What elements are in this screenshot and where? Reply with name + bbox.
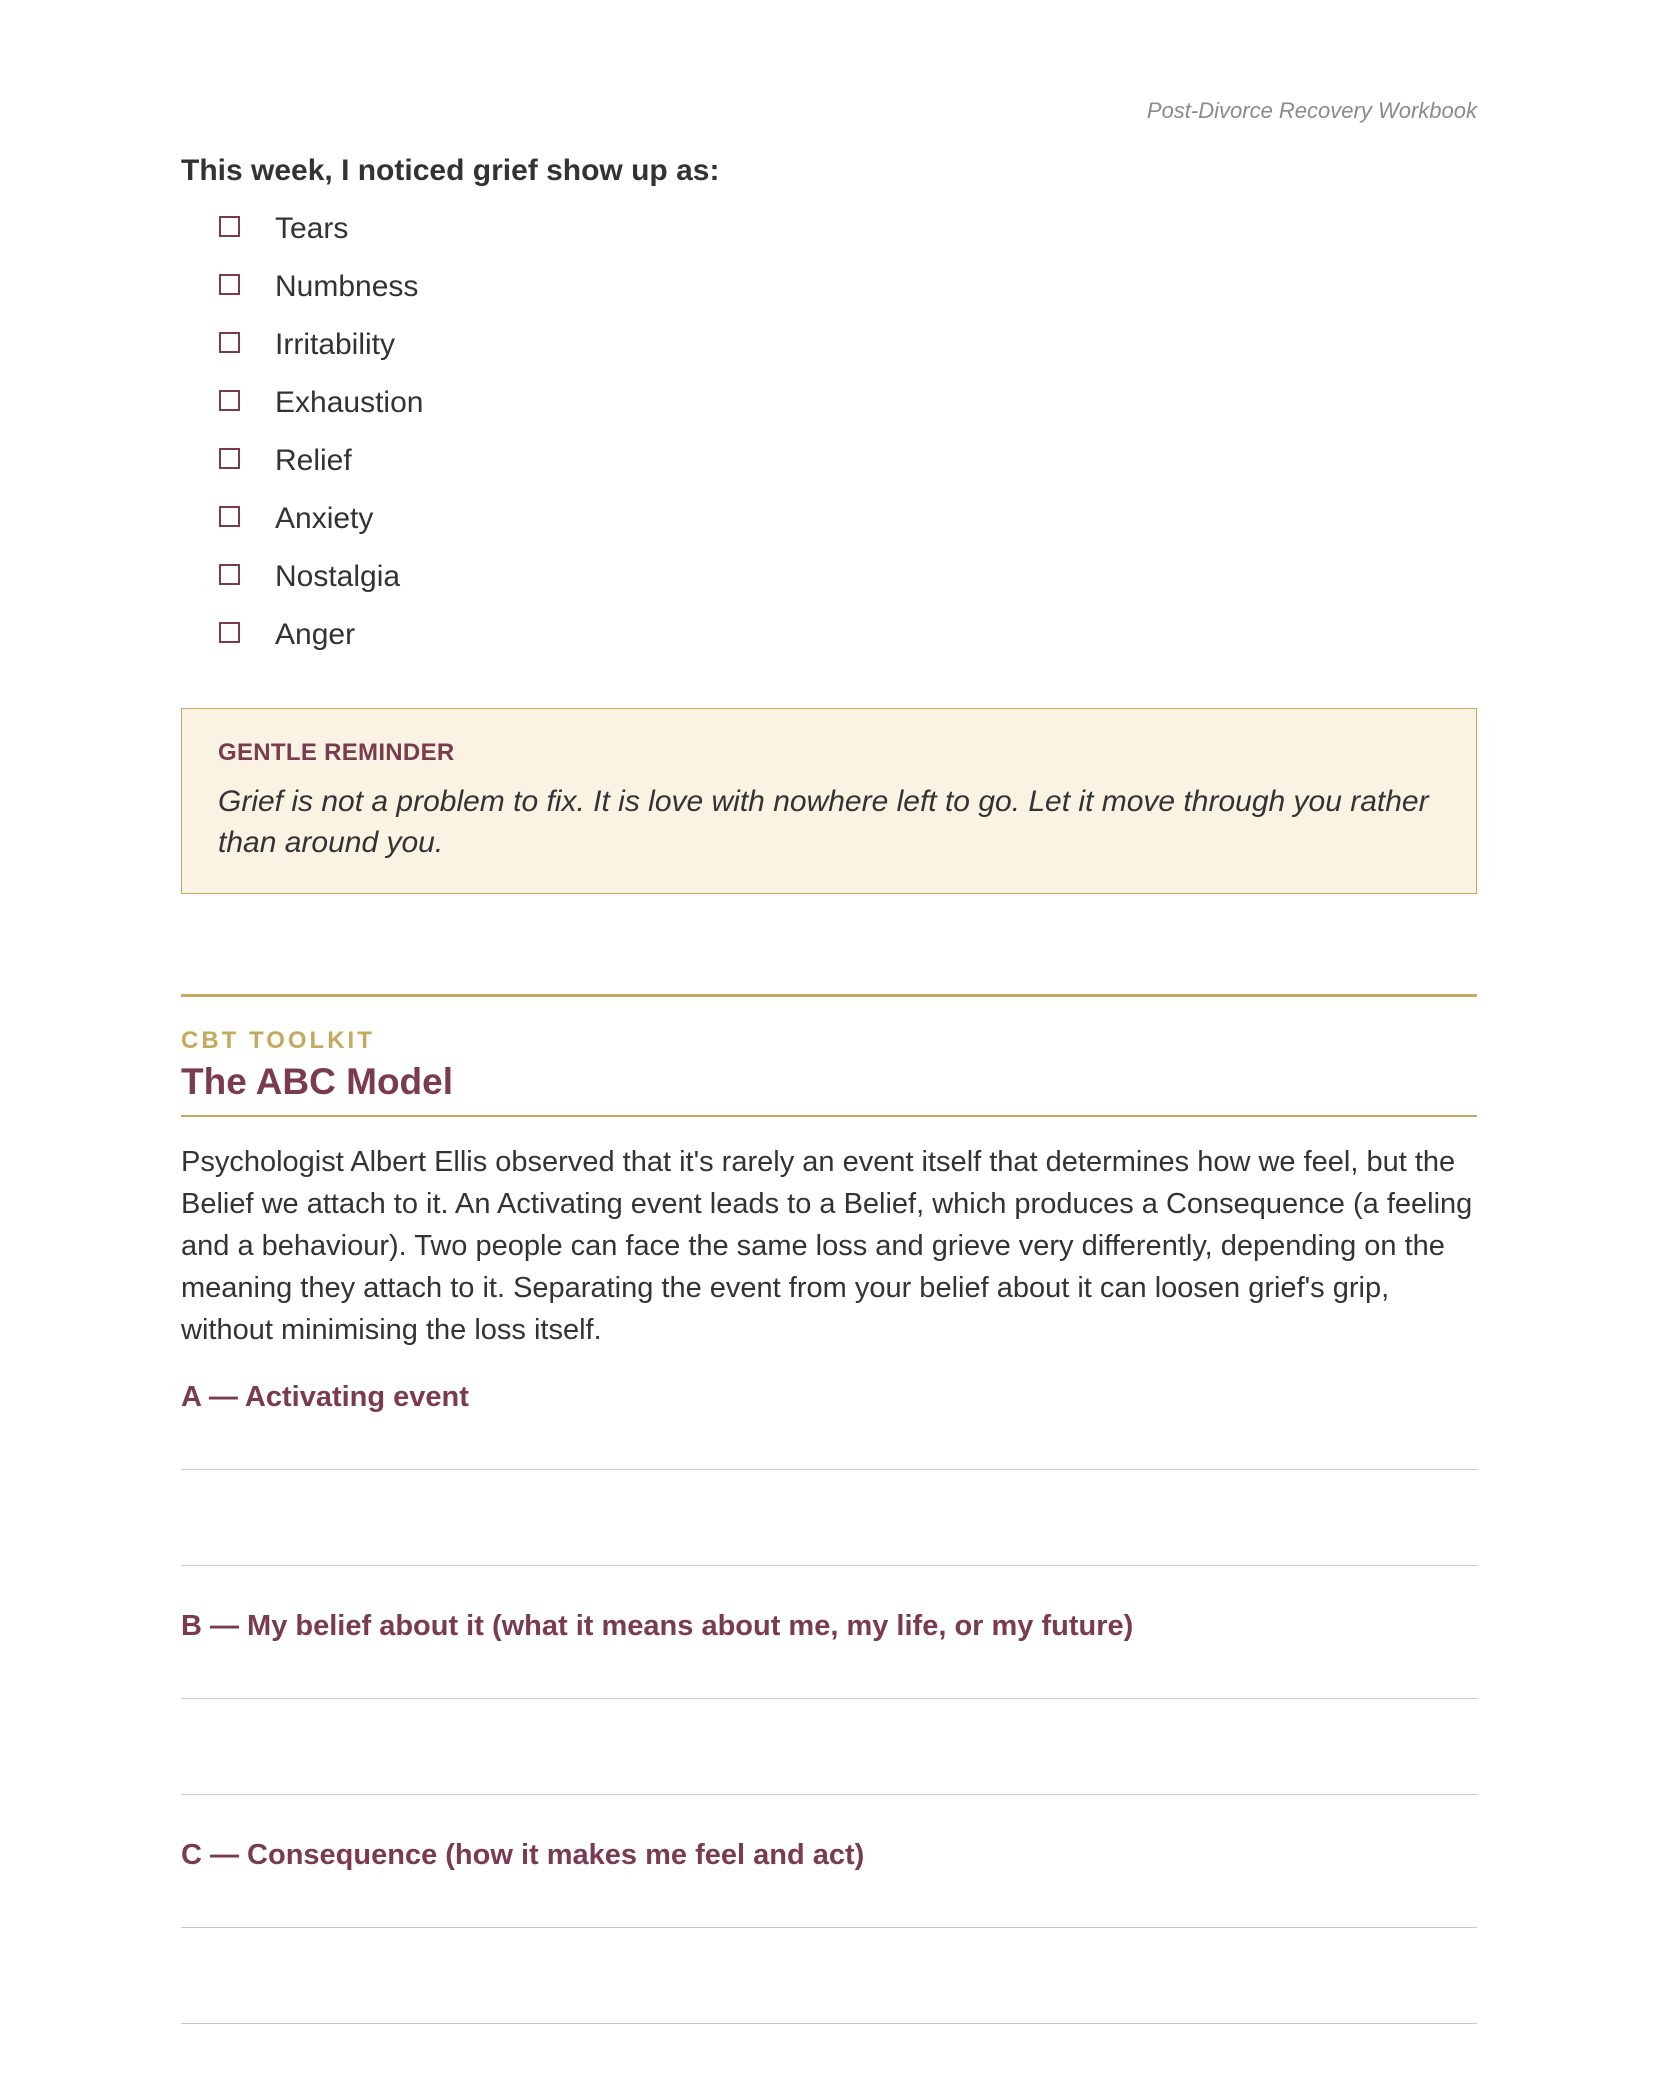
checklist-item-label: Exhaustion bbox=[275, 386, 424, 419]
section-body-text: Psychologist Albert Ellis observed that it's rarely an event itself that determines how we feel, but the Belief we attach to it. An Activating event leads to a Belief, which produces a Consequence (a feeling and a behaviour). Two people can face the same loss and grieve very differently, depending on the meaning they attach to it. Separating the event from your belief about it can loosen grief's grip, without minimising the loss itself. bbox=[181, 1146, 1473, 1346]
reminder-text: Grief is not a problem to fix. It is love with nowhere left to go. Let it move through you rather than around you. bbox=[218, 785, 1429, 859]
checklist-item[interactable] bbox=[181, 490, 1477, 548]
checklist-item-label: Anxiety bbox=[275, 502, 374, 535]
checklist-item-label: Relief bbox=[275, 444, 352, 477]
checklist-title: This week, I noticed grief show up as: bbox=[181, 154, 720, 187]
checklist-item[interactable] bbox=[181, 200, 1477, 258]
section-kicker: CBT TOOLKIT bbox=[181, 1027, 375, 1054]
running-header: Post-Divorce Recovery Workbook bbox=[1146, 98, 1477, 123]
writing-line[interactable] bbox=[181, 1794, 1477, 1795]
checklist-item-label: Nostalgia bbox=[275, 560, 401, 593]
empty-checkbox-icon[interactable] bbox=[219, 216, 240, 237]
gentle-reminder-box bbox=[181, 708, 1477, 894]
empty-checkbox-icon[interactable] bbox=[219, 622, 240, 643]
empty-checkbox-icon[interactable] bbox=[219, 448, 240, 469]
page-content bbox=[181, 150, 1477, 2024]
grief-checklist bbox=[181, 200, 1477, 664]
empty-checkbox-icon[interactable] bbox=[219, 564, 240, 585]
empty-checkbox-icon[interactable] bbox=[219, 506, 240, 527]
empty-checkbox-icon[interactable] bbox=[219, 390, 240, 411]
checklist-item-label: Irritability bbox=[275, 328, 396, 361]
checklist-item-label: Tears bbox=[275, 212, 349, 245]
section-divider-top bbox=[181, 994, 1477, 997]
checklist-item-label: Numbness bbox=[275, 270, 419, 303]
checklist-item[interactable] bbox=[181, 316, 1477, 374]
checklist-item[interactable] bbox=[181, 374, 1477, 432]
writing-line[interactable] bbox=[181, 1927, 1477, 1928]
writing-line[interactable] bbox=[181, 2023, 1477, 2024]
writing-line[interactable] bbox=[181, 1469, 1477, 1470]
writing-line[interactable] bbox=[181, 1565, 1477, 1566]
section-divider-bottom bbox=[181, 1115, 1477, 1117]
empty-checkbox-icon[interactable] bbox=[219, 274, 240, 295]
writing-line[interactable] bbox=[181, 1698, 1477, 1699]
checklist-item[interactable] bbox=[181, 432, 1477, 490]
checklist-item-label: Anger bbox=[275, 618, 356, 651]
section-title: The ABC Model bbox=[181, 1061, 454, 1102]
reminder-title: GENTLE REMINDER bbox=[218, 739, 455, 766]
checklist-item[interactable] bbox=[181, 606, 1477, 664]
prompt-consequence: C — Consequence (how it makes me feel and act) bbox=[181, 1839, 865, 1871]
prompt-belief: B — My belief about it (what it means about me, my life, or my future) bbox=[181, 1610, 1134, 1642]
empty-checkbox-icon[interactable] bbox=[219, 332, 240, 353]
checklist-item[interactable] bbox=[181, 258, 1477, 316]
prompt-activating-event: A — Activating event bbox=[181, 1381, 469, 1413]
checklist-item[interactable] bbox=[181, 548, 1477, 606]
